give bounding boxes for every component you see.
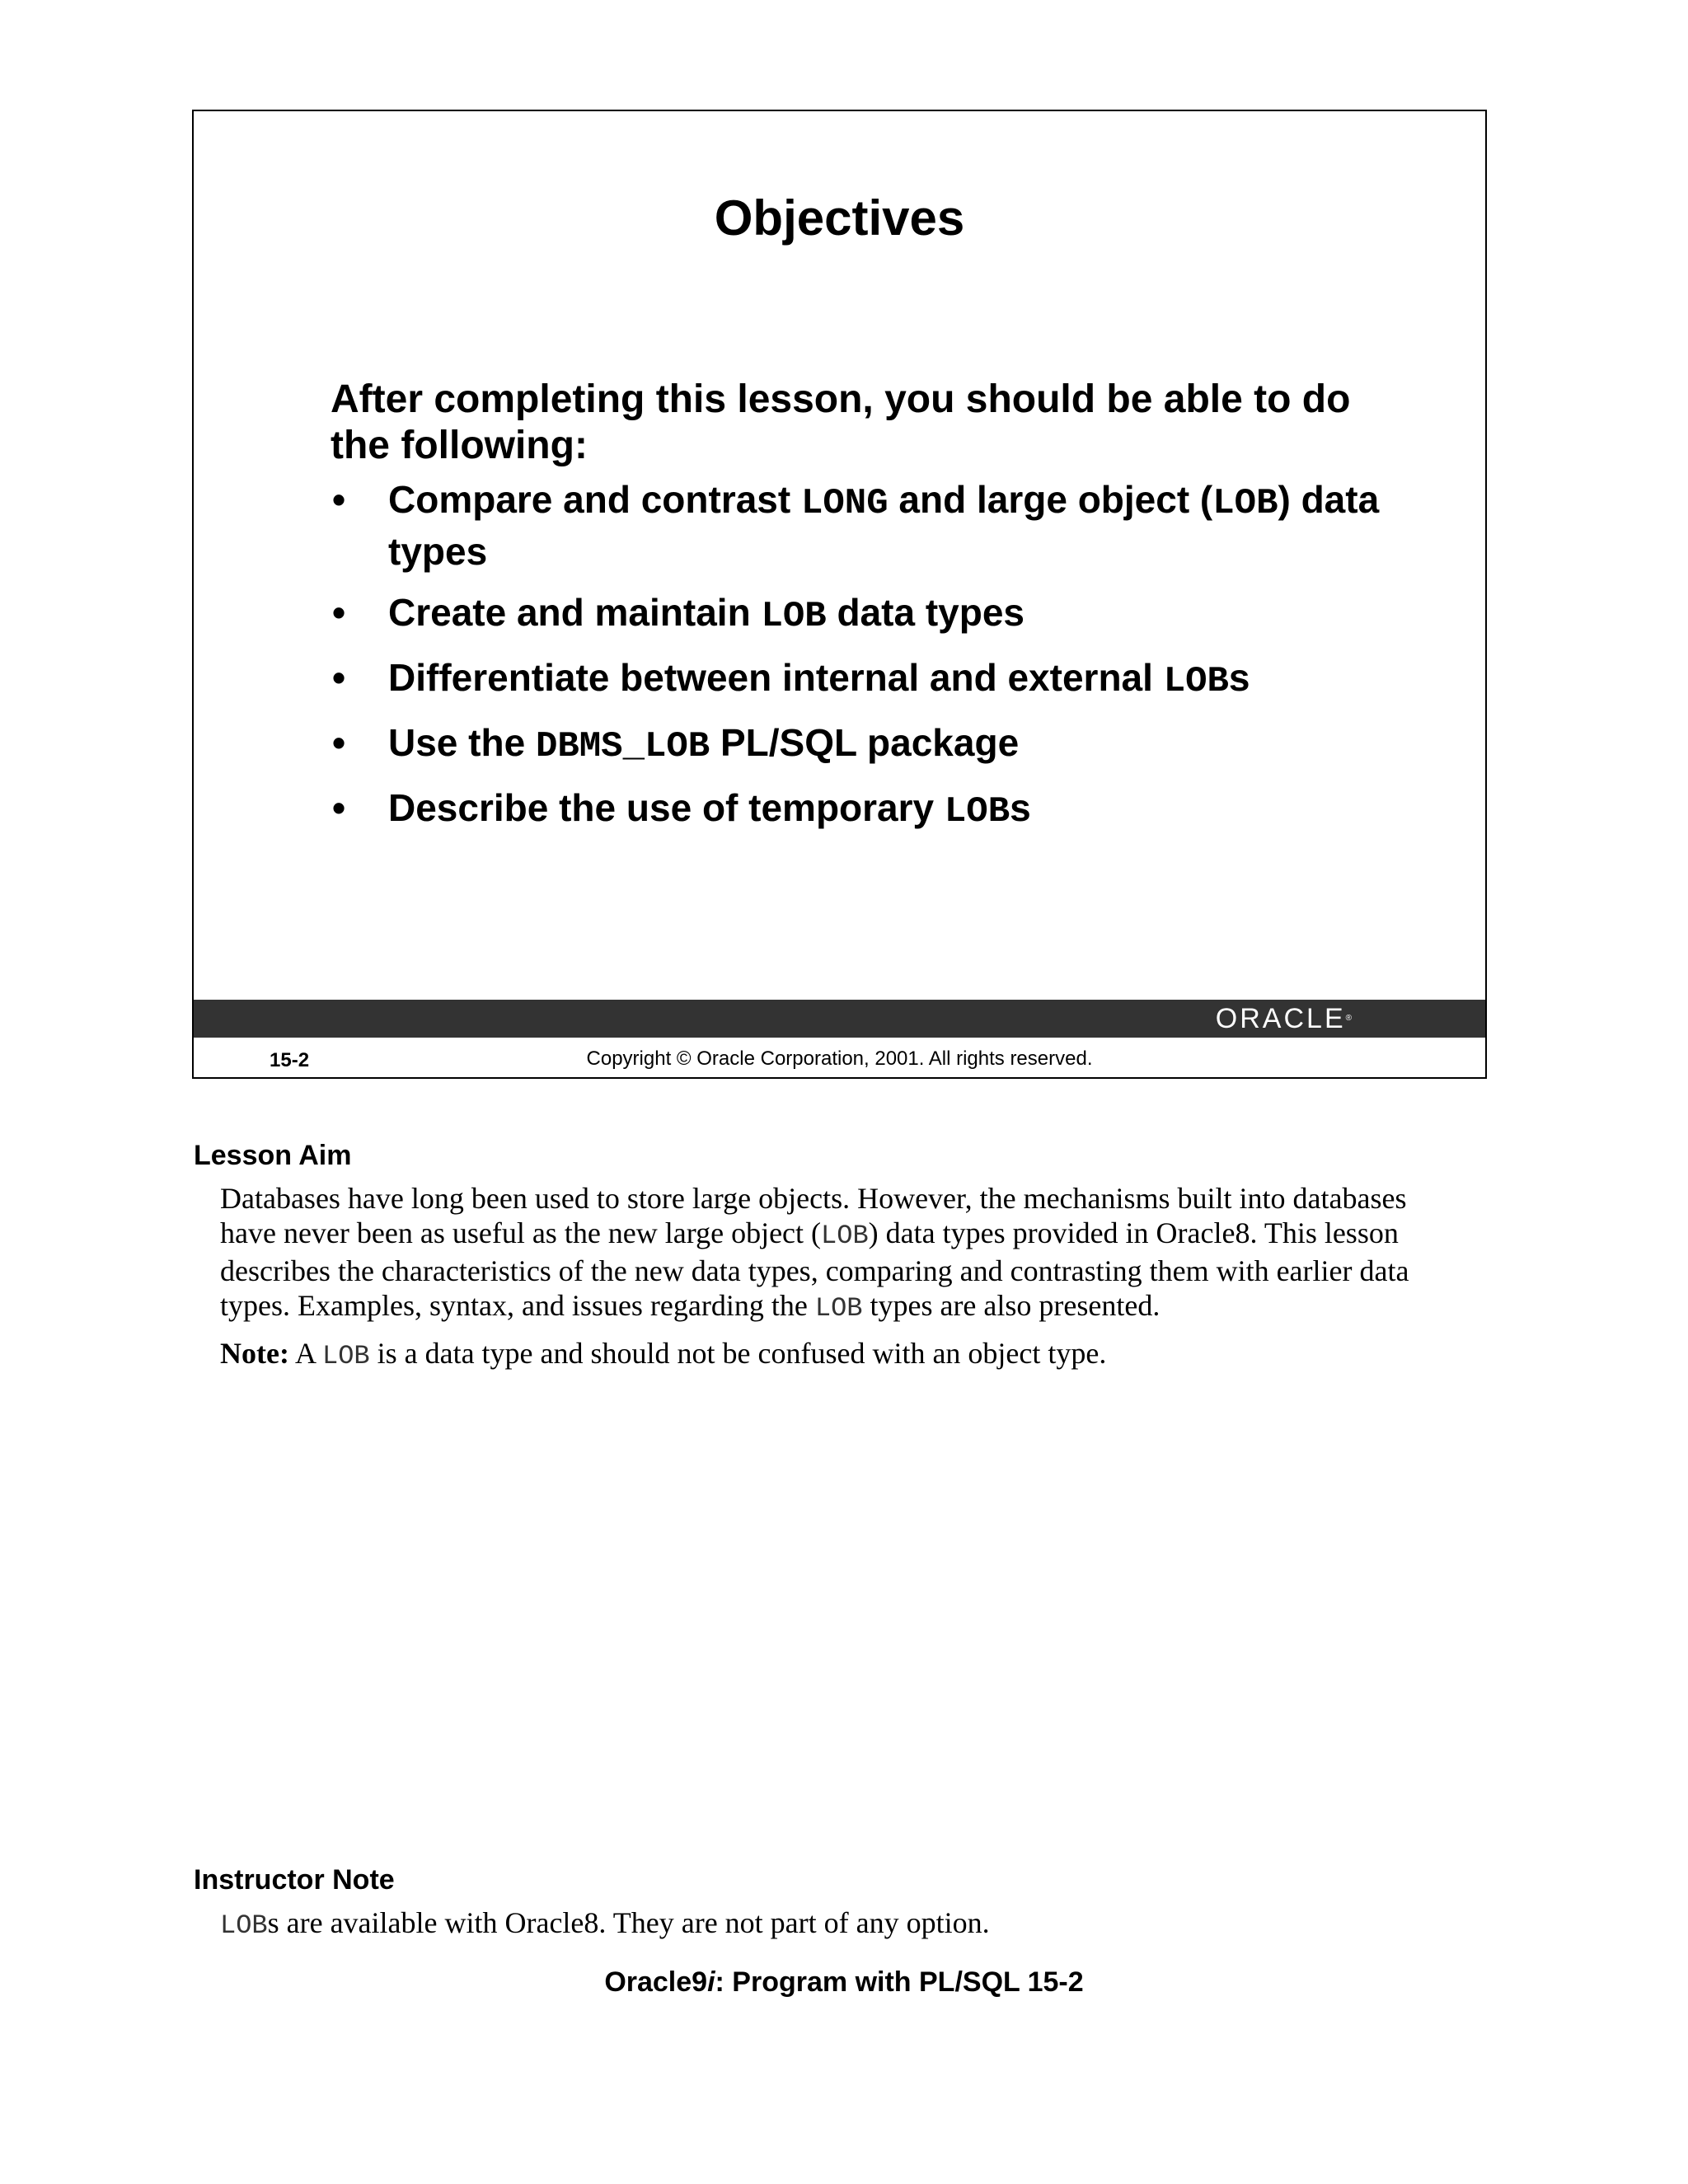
lesson-aim-note: Note: A LOB is a data type and should not be confused with an object type. [220,1337,1107,1371]
instructor-note-heading: Instructor Note [194,1864,395,1896]
slide-intro: After completing this lesson, you should be able to do the following: [331,377,1351,467]
code-term: DBMS_LOB [535,726,710,767]
lesson-aim-paragraph: Databases have long been used to store large objects. However, the mechanisms built into databases have never been as useful as the new large object (LOB) data types provided in Oracle8. This lesson describes the characteristics of the new data types, comparing and contrasting them with earlier data types. Examples, syntax, and issues regarding the LOB types are also presented. [220,1182,1409,1324]
bullet-icon: • [332,478,346,521]
instructor-note-paragraph: LOBs are available with Oracle8. They are not part of any option. [220,1906,990,1941]
oracle-logo: ORACLE® [1215,1003,1352,1034]
list-item: • Create and maintain LOB data types [331,588,1402,640]
code-term: LONG [801,483,889,524]
slide-brand-bar [194,1000,1485,1038]
list-item: • Compare and contrast LONG and large object (LOB) data types [331,476,1402,575]
note-label: Note: [220,1337,289,1370]
bullet-icon: • [332,721,346,764]
page-footer: Oracle9i: Program with PL/SQL 15-2 [604,1966,1084,1998]
code-term: LOB [321,1341,370,1371]
code-term: LOB [814,1293,863,1324]
list-item: • Describe the use of temporary LOBs [331,784,1402,836]
lesson-aim-heading: Lesson Aim [194,1140,352,1171]
slide-number: 15-2 [270,1049,310,1071]
bullet-icon: • [332,786,346,829]
registered-mark: ® [1345,1014,1352,1023]
slide-title: Objectives [714,190,965,246]
slide-frame [192,110,1487,1079]
list-item: • Differentiate between internal and external LOBs [331,654,1402,705]
code-term: LOB [761,596,827,637]
bullet-icon: • [332,656,346,699]
slide-copyright: Copyright © Oracle Corporation, 2001. All rights reserved. [586,1047,1093,1070]
code-term: LOB [220,1910,268,1941]
list-item: • Use the DBMS_LOB PL/SQL package [331,719,1402,771]
code-term: LOB [1163,661,1229,702]
objectives-list [331,476,1402,849]
bullet-icon: • [332,591,346,634]
code-term: LOB [944,791,1010,832]
code-term: LOB [1212,483,1278,524]
code-term: LOB [821,1221,869,1251]
